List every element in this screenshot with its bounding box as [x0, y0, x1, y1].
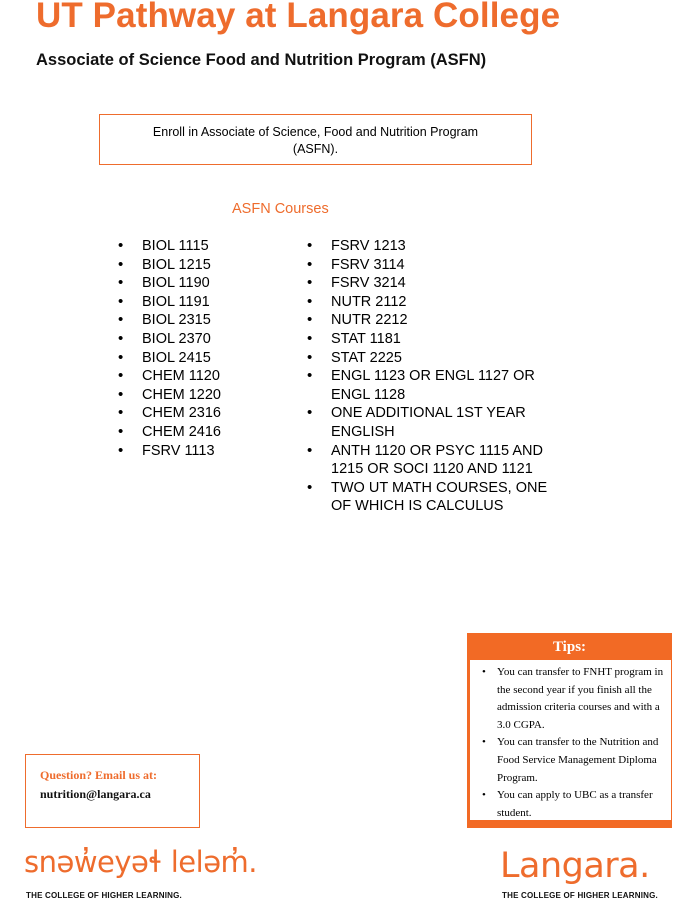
course-item: • FSRV 1113 — [118, 442, 278, 461]
course-item: • BIOL 2370 — [118, 330, 278, 349]
course-item: • ANTH 1120 OR PSYC 1115 AND 1215 OR SOCI 1120 AND 1121 — [307, 442, 557, 479]
course-item: • FSRV 3114 — [307, 256, 557, 275]
course-item: • NUTR 2112 — [307, 293, 557, 312]
tips-title: Tips: — [552, 639, 587, 655]
contact-email-link[interactable]: nutrition@langara.ca — [40, 787, 151, 801]
course-item: • BIOL 2415 — [118, 349, 278, 368]
course-item: • FSRV 3214 — [307, 274, 557, 293]
course-item: • BIOL 2315 — [118, 311, 278, 330]
right-tagline: THE COLLEGE OF HIGHER LEARNING. — [502, 891, 658, 900]
tip-item: • You can transfer to FNHT program in the second year if you finish all the admission criteria courses and with a 3.0 CGPA. — [470, 664, 671, 734]
enroll-box — [99, 114, 532, 165]
course-list-column-2 — [307, 237, 557, 516]
left-tagline: THE COLLEGE OF HIGHER LEARNING. — [26, 891, 182, 900]
page-subtitle: Associate of Science Food and Nutrition Program (ASFN) — [36, 51, 487, 69]
snaweyal-lelam-logo: snəw̓eyəɬ leləm̓. — [24, 845, 258, 879]
course-list-column-1 — [118, 237, 278, 460]
course-item: • BIOL 1191 — [118, 293, 278, 312]
course-item: • BIOL 1190 — [118, 274, 278, 293]
course-item: • CHEM 2416 — [118, 423, 278, 442]
langara-logo: Langara. — [500, 846, 650, 886]
course-item: • CHEM 1220 — [118, 386, 278, 405]
tip-item: • You can transfer to the Nutrition and Food Service Management Diploma Program. — [470, 734, 671, 787]
course-item: • STAT 1181 — [307, 330, 557, 349]
course-item: • NUTR 2212 — [307, 311, 557, 330]
courses-heading: ASFN Courses — [232, 201, 329, 217]
course-item: • BIOL 1215 — [118, 256, 278, 275]
course-item: • ENGL 1123 OR ENGL 1127 OR ENGL 1128 — [307, 367, 557, 404]
enroll-text: Enroll in Associate of Science, Food and Nutrition Program (ASFN). — [152, 125, 479, 156]
course-item: • TWO UT MATH COURSES, ONE OF WHICH IS CALCULUS — [307, 479, 557, 516]
course-item: • ONE ADDITIONAL 1ST YEAR ENGLISH — [307, 404, 557, 441]
contact-label: Question? Email us at: — [40, 768, 158, 782]
tips-box — [467, 633, 672, 828]
tip-item: • You can apply to UBC as a transfer student. — [470, 787, 671, 822]
page-title: UT Pathway at Langara College — [36, 0, 561, 35]
contact-box — [25, 754, 200, 828]
course-item: • CHEM 1120 — [118, 367, 278, 386]
course-item: • BIOL 1115 — [118, 237, 278, 256]
course-item: • FSRV 1213 — [307, 237, 557, 256]
course-item: • STAT 2225 — [307, 349, 557, 368]
tips-list — [470, 664, 671, 822]
tips-panel — [470, 660, 671, 820]
course-item: • CHEM 2316 — [118, 404, 278, 423]
